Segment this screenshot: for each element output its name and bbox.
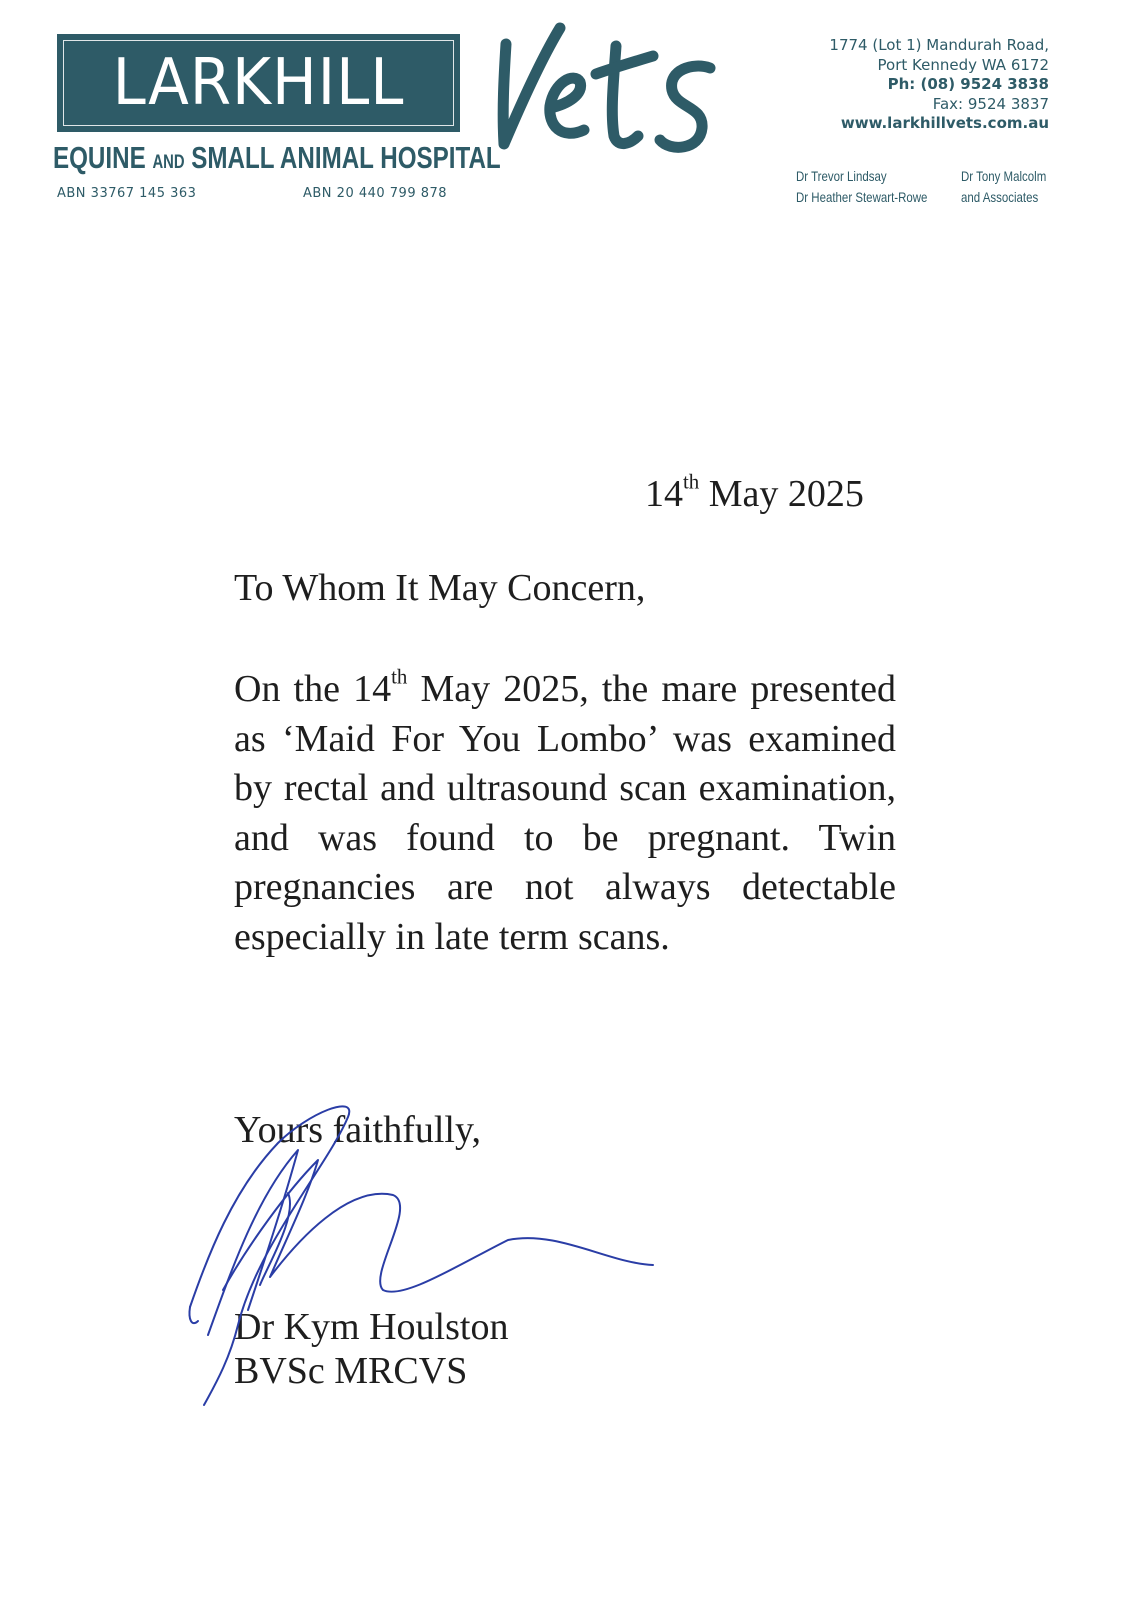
handwritten-signature	[178, 1095, 658, 1415]
address-line-1: 1774 (Lot 1) Mandurah Road,	[829, 36, 1049, 54]
vet-name: Dr Tony Malcolm	[961, 168, 1047, 184]
phone-number: Ph: (08) 9524 3838	[887, 75, 1049, 93]
signatory-name: Dr Kym Houlston	[234, 1306, 509, 1348]
date-day: 14	[645, 473, 683, 515]
signatory-credentials: BVSc MRCVS	[234, 1350, 468, 1392]
salutation: To Whom It May Concern,	[234, 567, 646, 609]
contact-details	[749, 36, 1049, 134]
subtitle-rest: SMALL ANIMAL HOSPITAL	[191, 140, 501, 175]
body-paragraph	[234, 665, 896, 962]
logo-wordmark: LARKHILL	[112, 46, 405, 120]
date-month-year: May 2025	[699, 473, 864, 515]
vet-names-left	[796, 166, 927, 208]
body-date-suffix: th	[391, 664, 408, 689]
date-suffix: th	[683, 469, 700, 494]
closing: Yours faithfully,	[234, 1109, 482, 1151]
vet-names-right	[961, 166, 1046, 208]
body-prefix: On the 14	[234, 668, 392, 710]
vets-script-logo	[488, 16, 723, 166]
vet-name: and Associates	[961, 189, 1039, 205]
subtitle-and: AND	[152, 152, 185, 173]
body-text: May 2025, the mare presented as ‘Maid For You Lombo’ was examined by rectal and ultrasound scan examination, and was found to be pregnant. Twin pregnancies are not always detectable especially in late term scans.	[234, 668, 897, 958]
abn-number-2: ABN 20 440 799 878	[303, 186, 448, 201]
hospital-subtitle	[53, 140, 501, 176]
letter-date	[645, 469, 864, 516]
website-link[interactable]: www.larkhillvets.com.au	[840, 114, 1049, 132]
subtitle-equine: EQUINE	[53, 140, 146, 175]
abn-number-1: ABN 33767 145 363	[57, 186, 197, 201]
fax-number: Fax: 9524 3837	[932, 94, 1049, 113]
vet-name: Dr Heather Stewart-Rowe	[796, 189, 928, 205]
vet-name: Dr Trevor Lindsay	[796, 168, 887, 184]
address-line-2: Port Kennedy WA 6172	[877, 55, 1049, 74]
larkhill-logo	[57, 34, 460, 132]
